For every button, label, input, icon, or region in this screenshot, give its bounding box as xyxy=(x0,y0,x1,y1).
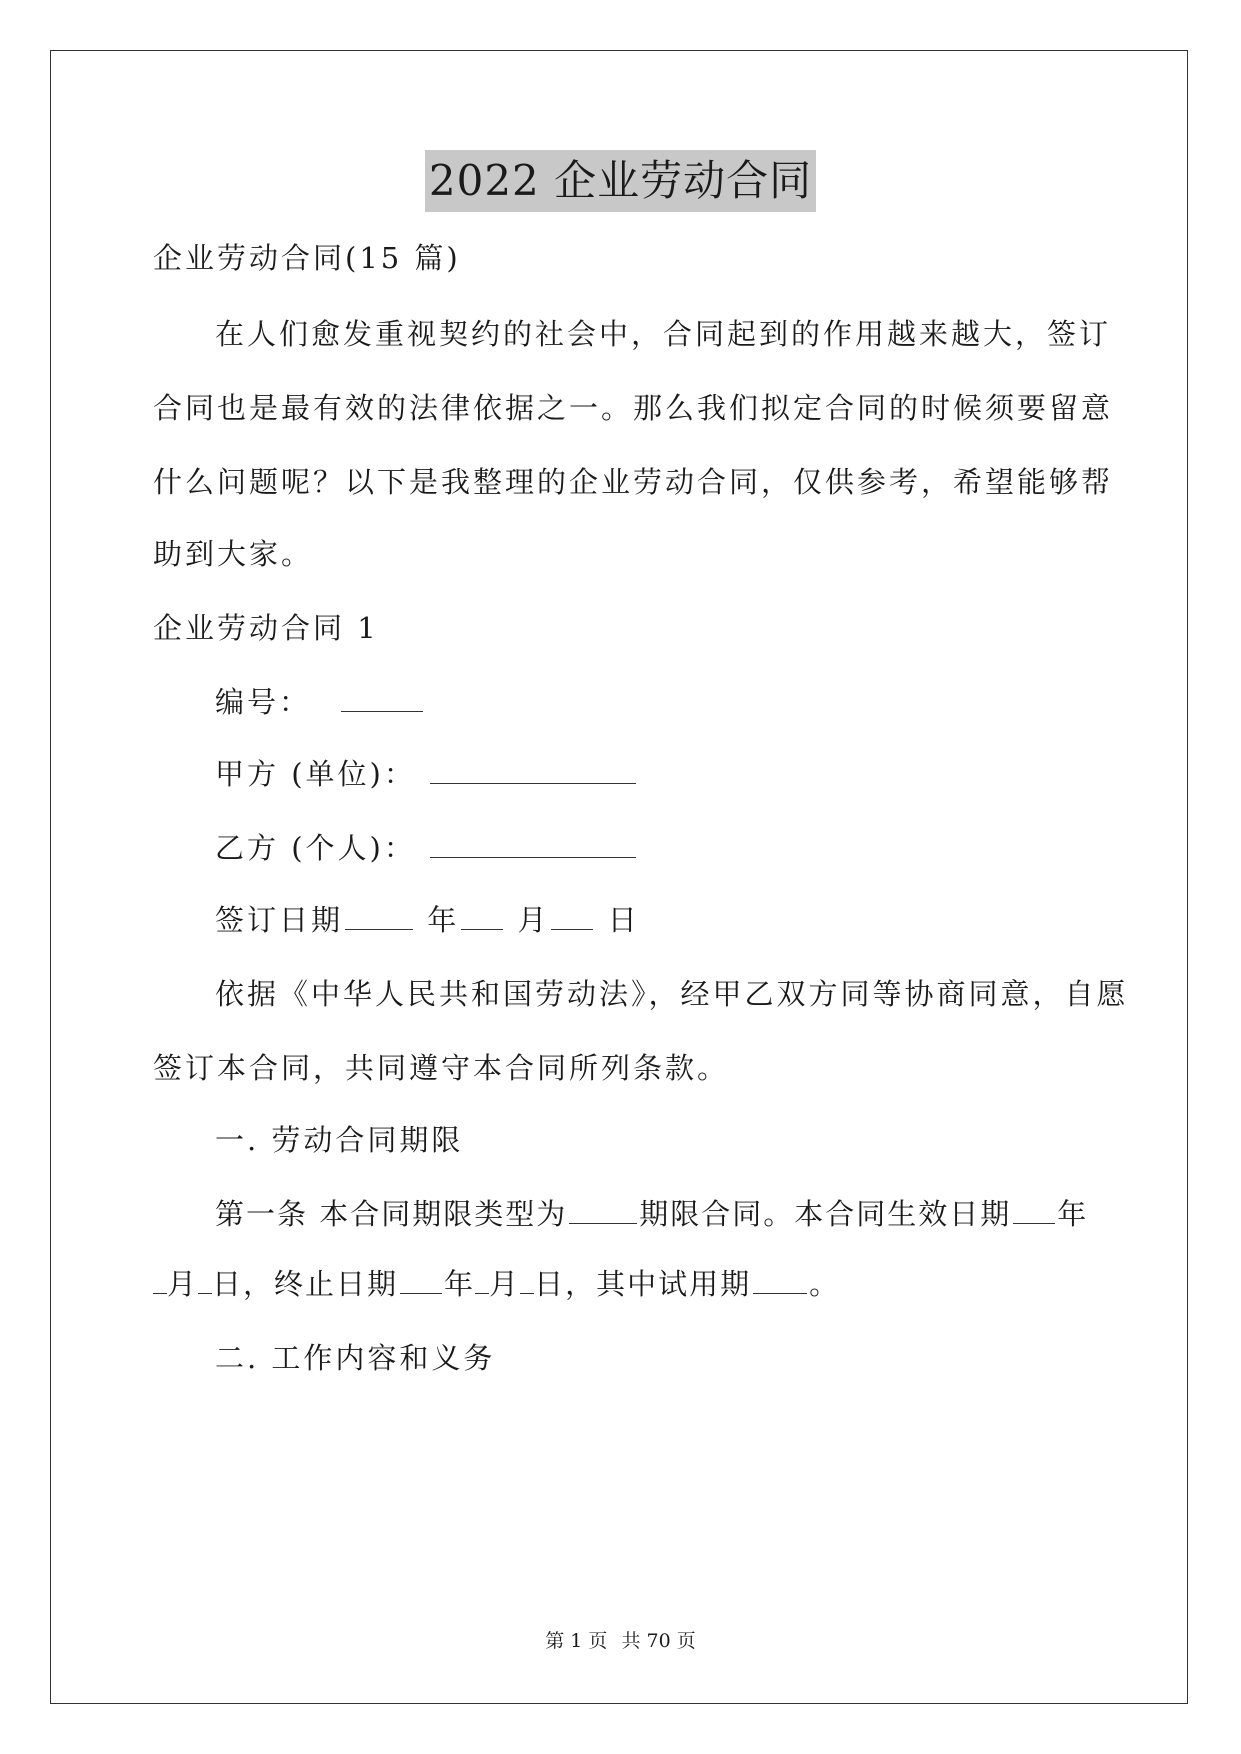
page-number: 第 1 页 xyxy=(545,1630,608,1652)
number-blank[interactable] xyxy=(341,683,423,712)
article-one-text: 期限合同。本合同生效日期 xyxy=(639,1197,1012,1231)
article-one-line1 xyxy=(215,1194,1093,1234)
document-title: 2022 企业劳动合同 xyxy=(425,150,816,212)
article-one-text: 年 xyxy=(444,1267,476,1301)
basis-line: 依据《中华人民共和国劳动法》，经甲乙双方同等协商同意，自愿 xyxy=(215,977,1129,1011)
article-one-line2 xyxy=(153,1264,1093,1304)
article-one-text: 第一条 本合同期限类型为 xyxy=(215,1197,568,1231)
article-one-text: 月 xyxy=(489,1267,521,1301)
number-label: 编号： xyxy=(215,685,312,719)
article-one-text: 日，其中试用期 xyxy=(534,1267,752,1301)
subtitle: 企业劳动合同(15 篇) xyxy=(153,241,461,275)
party-b-blank[interactable] xyxy=(430,829,636,858)
end-day-blank[interactable] xyxy=(520,1265,534,1294)
clause-two-heading: 二. 工作内容和义务 xyxy=(215,1341,496,1375)
page-border xyxy=(50,50,1188,1704)
party-a-label: 甲方 (单位)： xyxy=(215,757,416,791)
year-label: 年 xyxy=(427,903,460,937)
term-type-blank[interactable] xyxy=(569,1195,637,1224)
sign-date-label: 签订日期 xyxy=(215,903,344,937)
page-footer xyxy=(0,1626,1241,1653)
party-b-field xyxy=(215,828,1093,868)
intro-line: 合同也是最有效的法律依据之一。那么我们拟定合同的时候须要留意 xyxy=(153,391,1114,425)
title-container xyxy=(0,150,1241,212)
sign-date-field xyxy=(215,900,1093,940)
number-field xyxy=(215,682,1093,722)
effective-day-blank[interactable] xyxy=(198,1265,212,1294)
section-heading: 企业劳动合同 1 xyxy=(153,611,379,645)
article-one-text: 。 xyxy=(809,1267,841,1301)
effective-year-blank[interactable] xyxy=(1013,1195,1055,1224)
probation-blank[interactable] xyxy=(753,1265,807,1294)
intro-line: 什么问题呢？以下是我整理的企业劳动合同，仅供参考，希望能够帮 xyxy=(153,465,1114,499)
party-a-field xyxy=(215,754,1093,794)
effective-month-blank[interactable] xyxy=(153,1265,167,1294)
article-one-text: 月 xyxy=(167,1267,199,1301)
article-one-text: 日，终止日期 xyxy=(212,1267,399,1301)
clause-one-heading: 一. 劳动合同期限 xyxy=(215,1123,464,1157)
party-b-label: 乙方 (个人)： xyxy=(215,831,416,865)
total-pages: 共 70 页 xyxy=(621,1630,696,1652)
month-blank[interactable] xyxy=(461,901,503,930)
intro-line: 助到大家。 xyxy=(153,537,314,571)
day-blank[interactable] xyxy=(551,901,593,930)
month-label: 月 xyxy=(517,903,550,937)
year-blank[interactable] xyxy=(345,901,413,930)
article-one-text: 年 xyxy=(1057,1197,1089,1231)
basis-line: 签订本合同，共同遵守本合同所列条款。 xyxy=(153,1051,730,1085)
intro-line: 在人们愈发重视契约的社会中，合同起到的作用越来越大，签订 xyxy=(215,317,1112,351)
end-year-blank[interactable] xyxy=(400,1265,442,1294)
party-a-blank[interactable] xyxy=(430,755,636,784)
end-month-blank[interactable] xyxy=(475,1265,489,1294)
day-label: 日 xyxy=(607,903,640,937)
